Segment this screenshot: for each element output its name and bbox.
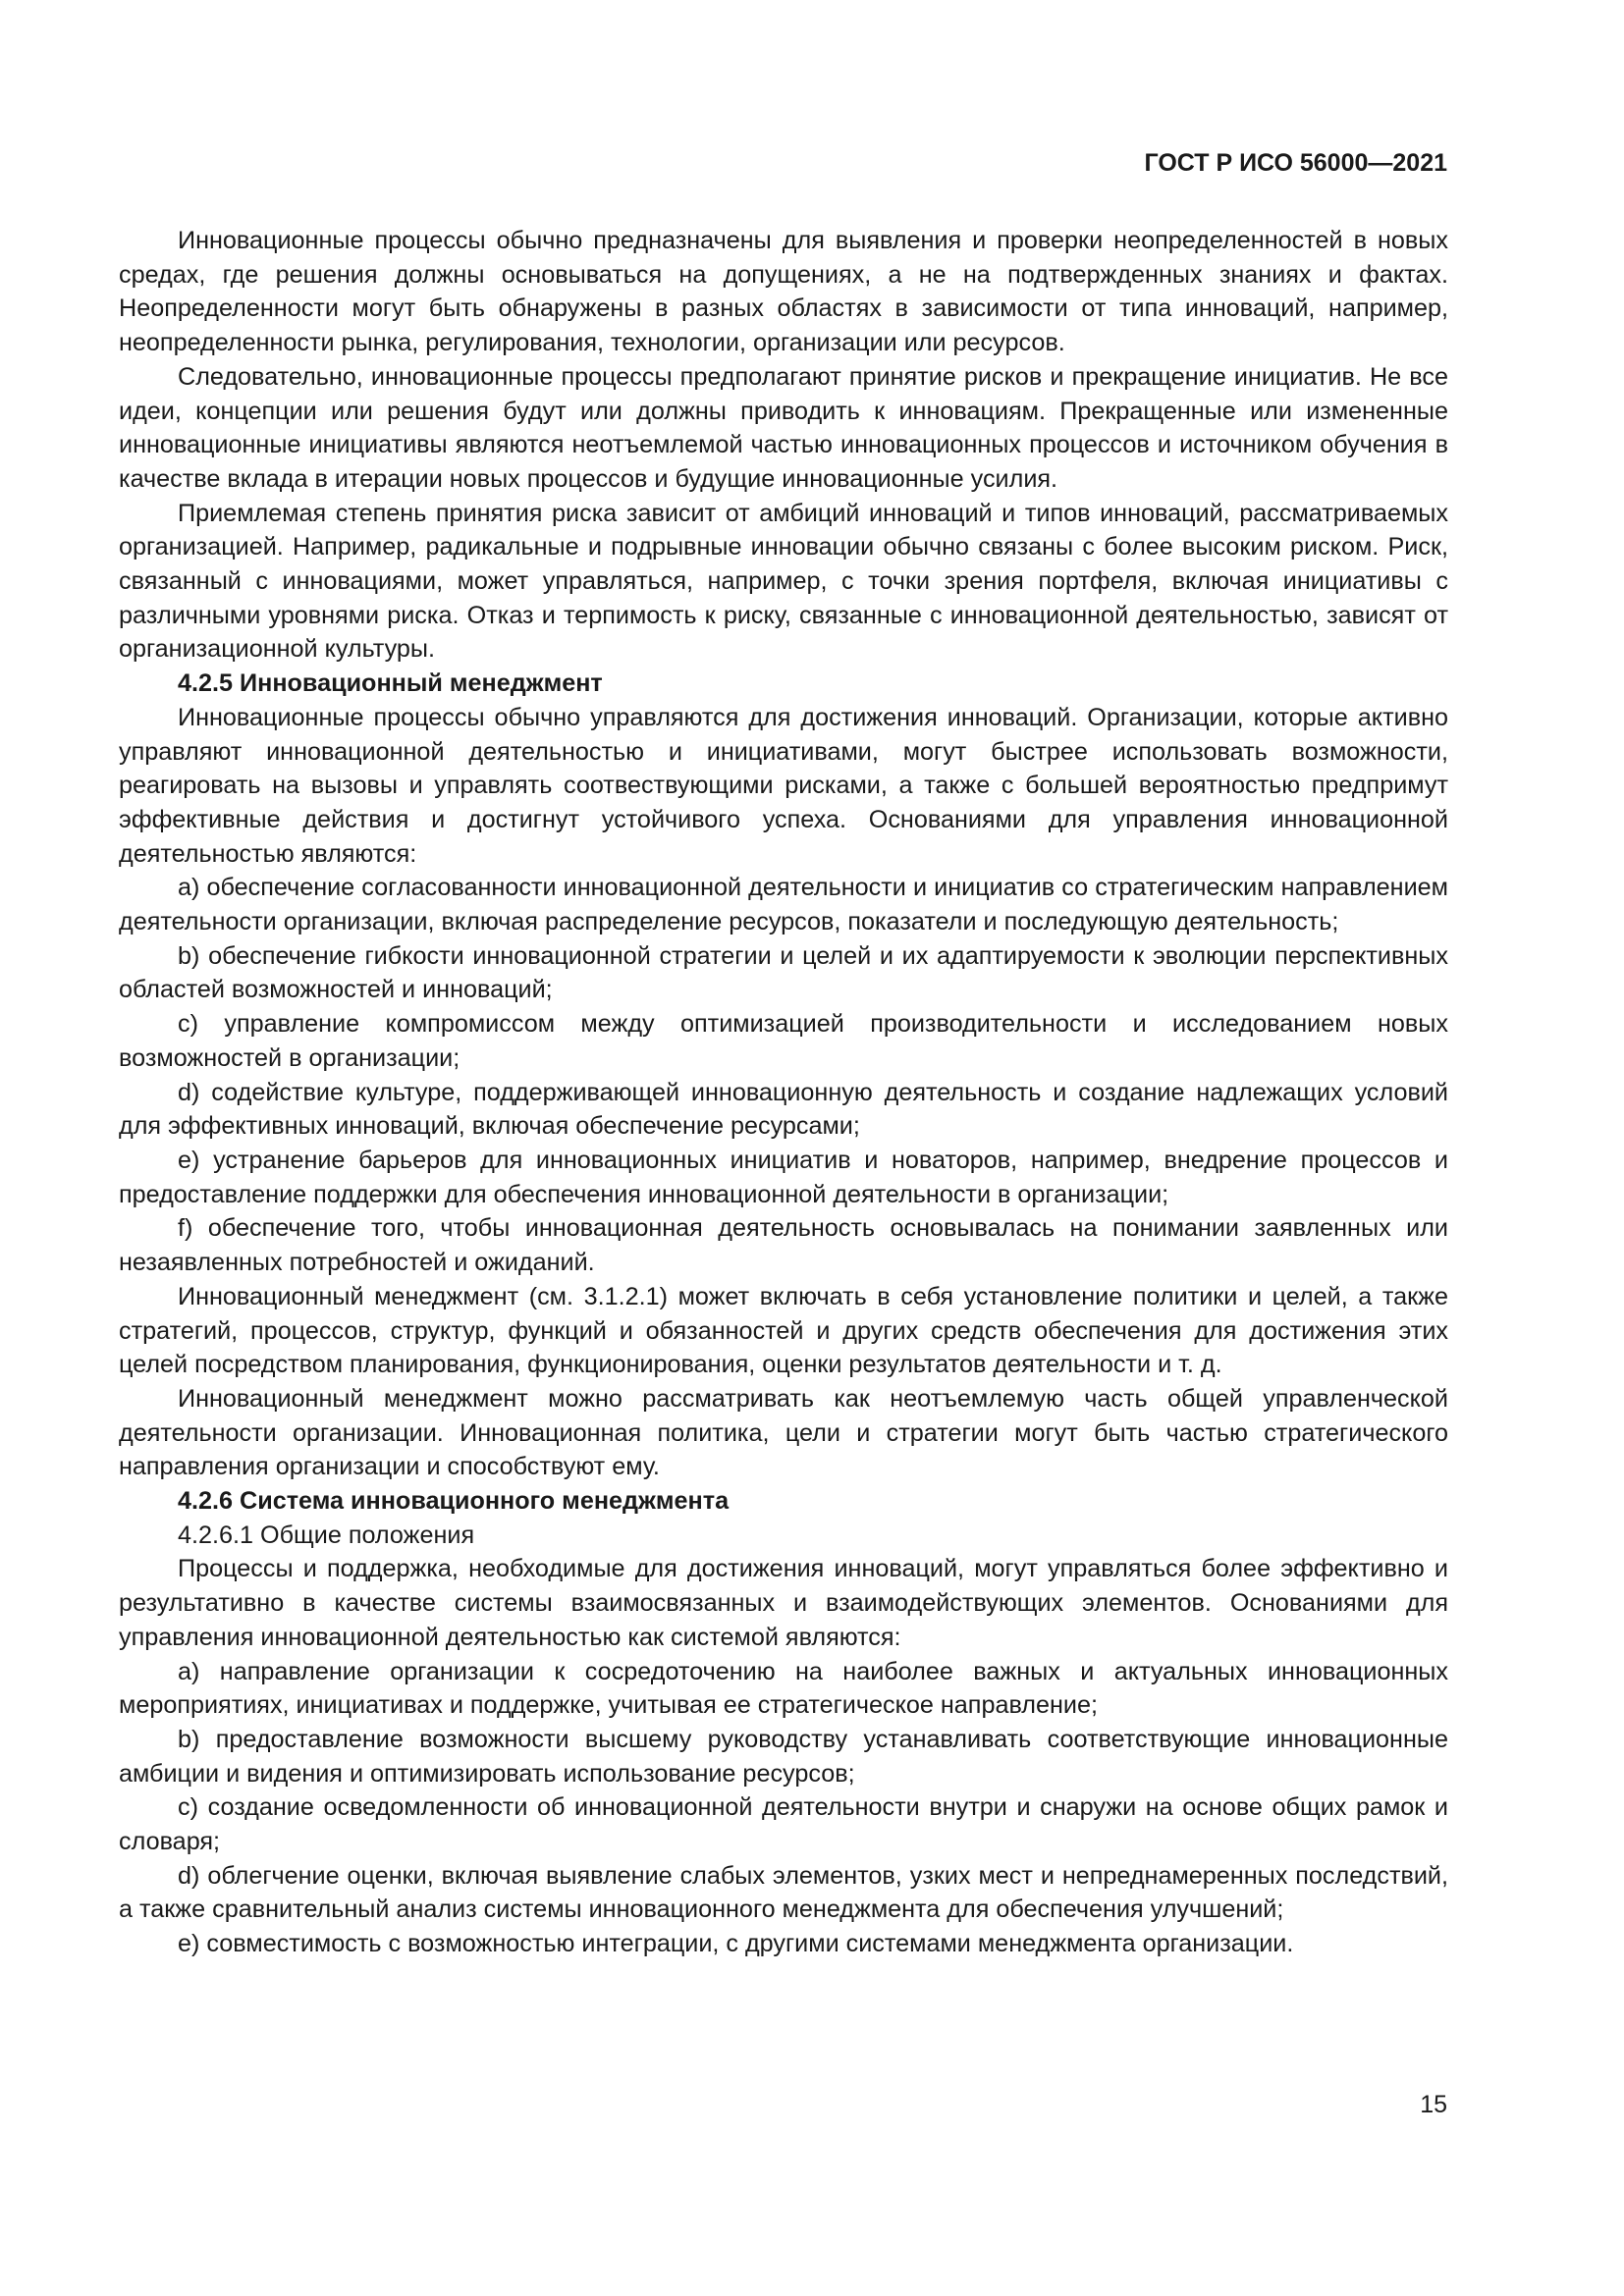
list-item: d) облегчение оценки, включая выявление слабых элементов, узких мест и непреднамеренных последствий, а также сравнительный анализ системы инновационного менеджмента для обеспечения улучшений; <box>119 1861 1448 1924</box>
subsection-heading: 4.2.6.1 Общие положения <box>178 1521 475 1549</box>
paragraph: Инновационный менеджмент можно рассматривать как неотъемлемую часть общей управленческой деятельности организации. Инновационная политика, цели и стратегии могут быть частью стратегического направления организации и способствуют ему. <box>119 1384 1448 1481</box>
paragraph: Инновационные процессы обычно предназначены для выявления и проверки неопределенностей в новых средах, где решения должны основываться на допущениях, а не на подтвержденных знаниях и фактах. Неопределенности могут быть обнаружены в разных областях в зависимости от типа инноваций, например, неопределенности рынка, регулирования, технологии, организации или ресурсов. <box>119 227 1448 357</box>
list-item: f) обеспечение того, чтобы инновационная деятельность основывалась на понимании заявленных или незаявленных потребностей и ожиданий. <box>119 1214 1448 1277</box>
list-item: b) обеспечение гибкости инновационной стратегии и целей и их адаптируемости к эволюции перспективных областей возможностей и инноваций; <box>119 941 1448 1004</box>
section-heading: 4.2.6 Система инновационного менеджмента <box>178 1487 730 1516</box>
paragraph: Процессы и поддержка, необходимые для достижения инноваций, могут управляться более эффективно и результативно в качестве системы взаимосвязанных и взаимодействующих элементов. Основаниями для управления инновационной деятельностью как системой являются: <box>119 1555 1448 1651</box>
list-item: e) совместимость с возможностью интеграции, с другими системами менеджмента организации. <box>178 1930 1294 1958</box>
list-item: a) обеспечение согласованности инновационной деятельности и инициатив со стратегическим направлением деятельности организации, включая распределение ресурсов, показатели и последующую деятельность; <box>119 874 1448 936</box>
paragraph: Приемлемая степень принятия риска зависит от амбиций инноваций и типов инноваций, рассматриваемых организацией. Например, радикальные и подрывные инновации обычно связаны с более высоким риском. Риск, связанный с инновациями, может управляться, например, с точки зрения портфеля, включая инициативы с различными уровнями риска. Отказ и терпимость к риску, связанные с инновационной деятельностью, зависят от организационной культуры. <box>119 499 1448 664</box>
list-item: d) содействие культуре, поддерживающей инновационную деятельность и создание надлежащих условий для эффективных инноваций, включая обеспечение ресурсами; <box>119 1078 1448 1141</box>
section-heading: 4.2.5 Инновационный менеджмент <box>178 669 603 698</box>
paragraph: Следовательно, инновационные процессы предполагают принятие рисков и прекращение инициатив. Не все идеи, концепции или решения будут или должны приводить к инновациям. Прекращенные или измененные инновационные инициативы являются неотъемлемой частью инновационных процессов и источником обучения в качестве вклада в итерации новых процессов и будущие инновационные усилия. <box>119 362 1448 493</box>
list-item: b) предоставление возможности высшему руководству устанавливать соответствующие инновационные амбиции и видения и оптимизировать использование ресурсов; <box>119 1725 1448 1788</box>
page-number: 15 <box>1420 2091 1447 2118</box>
document-header: ГОСТ Р ИСО 56000—2021 <box>1144 149 1447 177</box>
list-item: c) управление компромиссом между оптимизацией производительности и исследованием новых возможностей в организации; <box>119 1010 1448 1072</box>
paragraph: Инновационные процессы обычно управляются для достижения инноваций. Организации, которые активно управляют инновационной деятельностью и инициативами, могут быстрее использовать возможности, реагировать на вызовы и управлять соотвествующими рисками, а также с большей вероятностью предпримут эффективные действия и достигнут устойчивого успеха. Основаниями для управления инновационной деятельностью являются: <box>119 703 1448 868</box>
list-item: e) устранение барьеров для инновационных инициатив и новаторов, например, внедрение процессов и предоставление поддержки для обеспечения инновационной деятельности в организации; <box>119 1146 1448 1208</box>
paragraph: Инновационный менеджмент (см. 3.1.2.1) может включать в себя установление политики и целей, а также стратегий, процессов, структур, функций и обязанностей и других средств обеспечения для достижения этих целей посредством планирования, функционирования, оценки результатов деятельности и т. д. <box>119 1282 1448 1379</box>
list-item: c) создание осведомленности об инновационной деятельности внутри и снаружи на основе общих рамок и словаря; <box>119 1793 1448 1856</box>
page-body <box>119 224 1448 1961</box>
list-item: a) направление организации к сосредоточению на наиболее важных и актуальных инновационных мероприятиях, инициативах и поддержке, учитывая ее стратегическое направление; <box>119 1657 1448 1720</box>
